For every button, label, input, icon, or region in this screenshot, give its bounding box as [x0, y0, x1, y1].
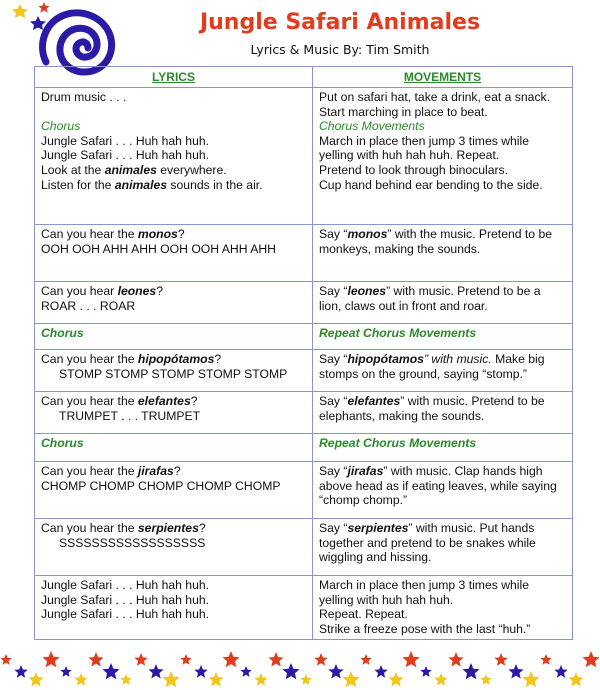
- movements-cell: Say “monos” with the music. Pretend to be monkeys, making the sounds.: [313, 225, 573, 282]
- movements-cell: Say “hipopótamos” with music. Make big stomps on the ground, saying “stomp.”: [313, 350, 573, 392]
- lyrics-column-header: LYRICS: [35, 67, 313, 88]
- star-icon: [402, 651, 419, 667]
- movements-cell: Say “jirafas” with music. Clap hands high above head as if eating leaves, while saying “chomp chomp.”: [313, 462, 573, 519]
- star-icon: [420, 666, 431, 677]
- star-icon: [282, 663, 299, 679]
- table-row: [35, 282, 573, 324]
- star-icon: [208, 672, 223, 687]
- lyrics-cell: Can you hear the elefantes? TRUMPET . . . TRUMPET: [35, 392, 313, 434]
- star-icon: [462, 663, 479, 679]
- spiral-icon: [43, 13, 112, 72]
- star-icon: [268, 652, 283, 667]
- movement-line: Cup hand behind ear bending to the side.: [319, 177, 543, 192]
- lyric-line: Jungle Safari . . . Huh hah huh.: [41, 133, 210, 148]
- page-title: Jungle Safari Animales: [199, 10, 481, 35]
- star-icon: [328, 664, 343, 679]
- lyrics-cell: Can you hear the serpientes? SSSSSSSSSSSSSSSSSS: [35, 519, 313, 576]
- repeat-chorus-cell: Repeat Chorus Movements: [313, 434, 573, 462]
- star-icon: [360, 654, 371, 665]
- movements-cell: Say “leones” with music. Pretend to be a lion, claws out in front and roar.: [313, 282, 573, 324]
- chorus-cell: Chorus: [35, 434, 313, 462]
- star-border: [0, 648, 600, 690]
- star-icon: [148, 664, 163, 679]
- star-icon: [388, 672, 403, 687]
- star-icon: [374, 665, 387, 678]
- star-icon: [14, 665, 27, 678]
- lyrics-cell: Can you hear the hipopótamos? STOMP STOMP STOMP STOMP STOMP: [35, 350, 313, 392]
- star-icon: [222, 651, 239, 667]
- star-icon: [314, 653, 327, 666]
- star-icon: [120, 674, 131, 685]
- star-icon: [342, 671, 359, 687]
- star-icon: [540, 654, 551, 665]
- movement-line: Put on safari hat, take a drink, eat a snack.: [319, 90, 551, 104]
- song-table: [34, 66, 573, 640]
- lyric-line: Listen for the animales sounds in the air.: [41, 177, 263, 192]
- lyric-line: Look at the animales everywhere.: [41, 162, 227, 177]
- star-icon: [102, 663, 119, 679]
- star-icon: [240, 666, 251, 677]
- star-icon: [494, 653, 507, 666]
- table-row: [35, 88, 573, 225]
- table-header-row: [35, 67, 573, 88]
- movements-cell: [313, 88, 573, 225]
- star-icon: [448, 652, 463, 667]
- movements-cell: Say “elefantes” with music. Pretend to be elephants, making the sounds.: [313, 392, 573, 434]
- table-row: [35, 225, 573, 282]
- star-icon: [0, 654, 11, 665]
- star-icon: [434, 673, 447, 686]
- star-icon: [194, 665, 207, 678]
- star-icon: [162, 671, 179, 687]
- table-row: [35, 350, 573, 392]
- table-row: [35, 462, 573, 519]
- table-row: [35, 576, 573, 640]
- movements-cell: Say “serpientes” with music. Put hands together and pretend to be snakes while wiggling and hissing.: [313, 519, 573, 576]
- star-icon: [582, 651, 599, 667]
- movements-cell: March in place then jump 3 times while yelling with huh hah huh. Repeat. Repeat. Strike a freeze pose with the last “huh.”: [313, 576, 573, 640]
- lyrics-cell: Can you hear the monos? OOH OOH AHH AHH OOH OOH AHH AHH: [35, 225, 313, 282]
- lyrics-cell: Can you hear the jirafas? CHOMP CHOMP CHOMP CHOMP CHOMP: [35, 462, 313, 519]
- movements-column-header: MOVEMENTS: [313, 67, 573, 88]
- chorus-cell: Chorus: [35, 324, 313, 350]
- star-icon: [480, 674, 491, 685]
- table-row: [35, 434, 573, 462]
- star-icon: [30, 16, 46, 30]
- star-icon: [254, 673, 267, 686]
- table-row: [35, 324, 573, 350]
- star-icon: [12, 4, 28, 18]
- star-icon: [28, 672, 43, 687]
- lyrics-cell: [35, 88, 313, 225]
- byline: Lyrics & Music By: Tim Smith: [250, 42, 430, 57]
- lyric-line: Drum music . . .: [41, 90, 127, 104]
- movement-line: Pretend to look through binoculars.: [319, 162, 509, 177]
- star-icon: [88, 652, 103, 667]
- star-icon: [134, 653, 147, 666]
- repeat-chorus-cell: Repeat Chorus Movements: [313, 324, 573, 350]
- star-icon: [38, 2, 49, 13]
- lyrics-cell: Can you hear leones? ROAR . . . ROAR: [35, 282, 313, 324]
- movement-line: yelling with huh hah huh. Repeat.: [319, 148, 500, 163]
- star-icon: [42, 651, 59, 667]
- star-icon: [60, 666, 71, 677]
- star-icon: [300, 674, 311, 685]
- chorus-heading: Chorus: [41, 119, 81, 134]
- star-icon: [74, 673, 87, 686]
- table-row: [35, 392, 573, 434]
- table-row: [35, 519, 573, 576]
- movement-line: Start marching in place to beat.: [319, 104, 488, 119]
- star-icon: [522, 671, 539, 687]
- lyric-line: Jungle Safari . . . Huh hah huh.: [41, 148, 210, 163]
- star-icon: [554, 665, 567, 678]
- movement-line: March in place then jump 3 times while: [319, 133, 529, 148]
- star-icon: [180, 654, 191, 665]
- lyrics-cell: Jungle Safari . . . Huh hah huh. Jungle Safari . . . Huh hah huh. Jungle Safari . . . Huh hah huh.: [35, 576, 313, 640]
- chorus-movements-heading: Chorus Movements: [319, 119, 425, 134]
- star-icon: [508, 664, 523, 679]
- star-icon: [568, 672, 583, 687]
